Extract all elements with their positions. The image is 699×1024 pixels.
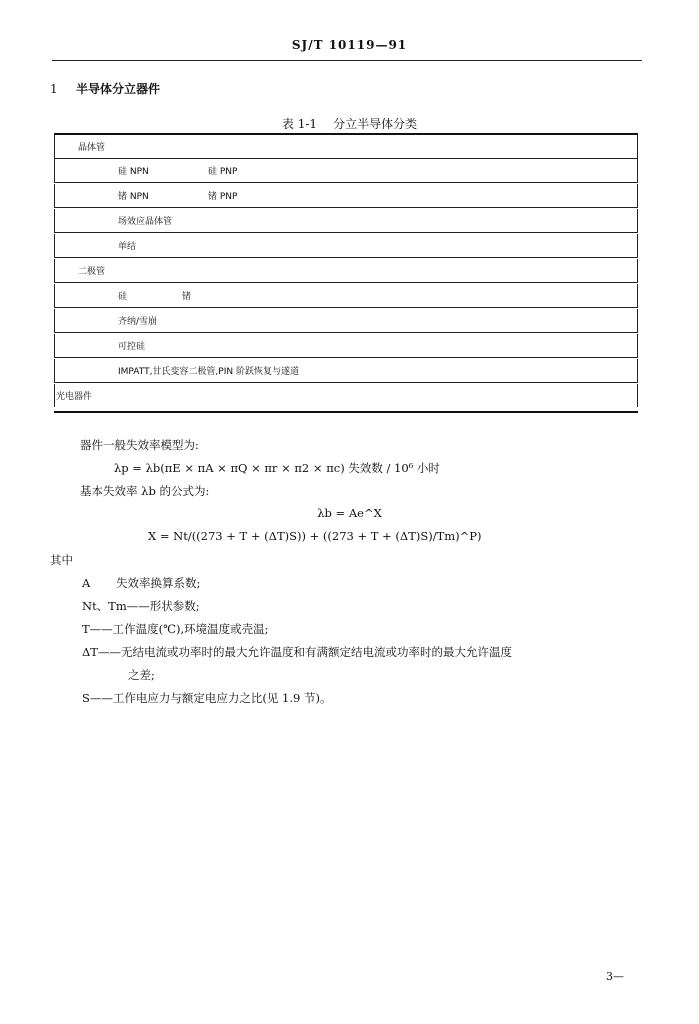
definition-delta-t xyxy=(82,644,512,660)
definition-text: 失效率换算系数; xyxy=(116,576,201,590)
table-row xyxy=(54,209,638,233)
definition-symbol: T xyxy=(82,622,90,636)
definition-text: 之差; xyxy=(128,668,155,682)
definition-text: ——无结电流或功率时的最大允许温度和有满额定结电流或功率时的最大允许温度 xyxy=(97,645,512,659)
definition-text: ——形状参数; xyxy=(126,599,200,613)
section-heading xyxy=(50,80,160,97)
table-row xyxy=(54,334,638,358)
table-row xyxy=(54,234,638,258)
table-cell: 二极管 xyxy=(78,267,106,277)
table-cell: 锗 NPN xyxy=(118,192,149,202)
header-rule xyxy=(52,60,642,61)
definition-t xyxy=(82,621,269,637)
table-cell: IMPATT,甘氏变容二极管,PIN 阶跃恢复与遂道 xyxy=(118,367,299,377)
section-number: 1 xyxy=(50,82,58,96)
model-intro: 器件一般失效率模型为: xyxy=(80,438,199,452)
definition-a xyxy=(82,575,200,591)
formula-x: X = Nt/((273 + T + (ΔT)S)) + ((273 + T + (ΔT)S)/Tm)^P) xyxy=(148,529,482,543)
table-row xyxy=(54,359,638,383)
definition-symbol: A xyxy=(82,576,91,590)
definition-text: ——工作温度(℃),环境温度或壳温; xyxy=(89,622,269,636)
running-header: SJ/T 10119—91 xyxy=(291,38,408,52)
table-cell: 锗 xyxy=(182,292,192,302)
section-title: 半导体分立器件 xyxy=(76,82,161,96)
definition-symbol: Nt、Tm xyxy=(82,599,127,613)
table-cell: 场效应晶体管 xyxy=(118,217,173,227)
table-cell: 单结 xyxy=(118,242,137,252)
table-row xyxy=(54,384,638,407)
table-cell: 光电器件 xyxy=(56,392,93,402)
classification-table xyxy=(54,133,638,413)
table-caption-title: 分立半导体分类 xyxy=(333,117,418,131)
definition-symbol: ΔT xyxy=(82,645,98,659)
table-cell: 锗 PNP xyxy=(208,192,238,202)
table-row xyxy=(54,135,638,159)
table-cell: 硅 xyxy=(118,292,128,302)
table-cell: 齐纳/雪崩 xyxy=(118,317,158,327)
definition-delta-t-cont xyxy=(128,667,155,683)
where-label: 其中 xyxy=(50,553,73,567)
table-cell: 硅 PNP xyxy=(208,167,238,177)
table-cell: 晶体管 xyxy=(78,143,106,153)
definition-s xyxy=(82,690,331,706)
table-row xyxy=(54,309,638,333)
definition-nt-tm xyxy=(82,598,200,614)
table-row xyxy=(54,284,638,308)
table-row xyxy=(54,184,638,208)
base-rate-intro: 基本失效率 λb 的公式为: xyxy=(80,484,210,498)
table-row xyxy=(54,259,638,283)
table-caption xyxy=(0,115,699,132)
page-number: 3— xyxy=(606,970,624,983)
table-caption-id: 表 1-1 xyxy=(281,117,318,131)
table-row xyxy=(54,159,638,183)
formula-base-rate: λb = Ae^X xyxy=(317,506,382,520)
definition-text: ——工作电应力与额定电应力之比(见 1.9 节)。 xyxy=(89,691,332,705)
definition-symbol: S xyxy=(82,691,90,705)
formula-failure-rate: λp = λb(πE × πA × πQ × πr × π2 × πc) 失效数 / 10⁶ 小时 xyxy=(114,461,440,475)
table-cell: 硅 NPN xyxy=(118,167,149,177)
table-cell: 可控硅 xyxy=(118,342,146,352)
